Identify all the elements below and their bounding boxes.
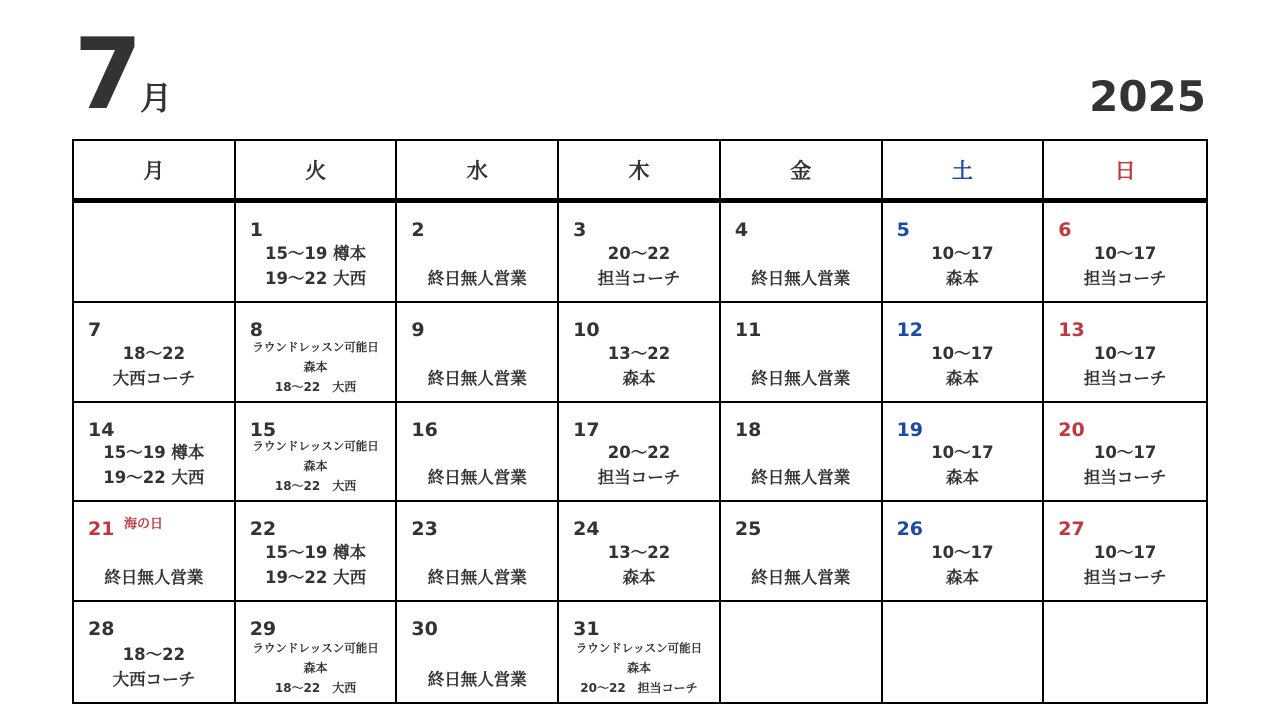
schedule-text (559, 341, 719, 391)
schedule-line: 10〜17 (931, 443, 994, 463)
day-number: 29 (249, 618, 277, 641)
day-cell (397, 203, 559, 303)
schedule-line: 終日無人営業 (751, 268, 851, 288)
schedule-text (559, 540, 719, 590)
schedule-line: 森本 (945, 468, 979, 488)
schedule-line: 終日無人営業 (751, 468, 851, 488)
day-number: 25 (734, 518, 762, 541)
schedule-line: 森本 (945, 568, 979, 588)
weekday-header: 土 (883, 141, 1045, 203)
schedule-line: 18〜22 (122, 645, 186, 664)
empty-day-cell (74, 203, 236, 303)
day-number: 26 (896, 518, 924, 541)
day-number: 21 (88, 518, 115, 541)
day-cell (236, 602, 398, 702)
schedule-line: 10〜17 (1093, 343, 1157, 363)
schedule-line: 担当コーチ (1083, 268, 1167, 288)
schedule-line: 10〜17 (931, 543, 994, 563)
schedule-line: 10〜17 (1093, 443, 1157, 463)
schedule-line: 20〜22 担当コーチ (580, 681, 698, 695)
schedule-text (74, 440, 234, 490)
day-number: 10 (573, 318, 600, 341)
schedule-text (721, 266, 881, 291)
schedule-text (74, 642, 234, 692)
day-cell (721, 303, 883, 403)
day-number: 22 (249, 518, 277, 541)
schedule-text (397, 266, 557, 291)
day-cell (74, 502, 236, 602)
schedule-line: 終日無人営業 (427, 568, 527, 588)
day-cell (74, 403, 236, 503)
day-cell (559, 403, 721, 503)
schedule-text (1044, 341, 1206, 391)
schedule-line: 大西コーチ (112, 368, 196, 388)
schedule-line: 19〜22 大西 (103, 468, 205, 488)
day-number: 2 (411, 219, 425, 241)
schedule-text (236, 436, 396, 496)
schedule-text (74, 341, 234, 391)
day-cell (236, 403, 398, 503)
schedule-text (1044, 540, 1206, 590)
schedule-line: 森本 (626, 661, 651, 675)
day-cell (721, 203, 883, 303)
schedule-line: 終日無人営業 (427, 670, 527, 689)
day-cell (236, 303, 398, 403)
schedule-text (721, 565, 881, 590)
schedule-line: 森本 (622, 568, 656, 588)
schedule-text (1044, 241, 1206, 291)
day-number: 27 (1058, 518, 1085, 541)
schedule-line: 19〜22 大西 (264, 268, 367, 288)
schedule-line: 担当コーチ (1083, 368, 1167, 388)
day-number: 17 (573, 418, 600, 441)
schedule-text (883, 440, 1043, 490)
day-number: 9 (411, 318, 425, 341)
day-cell (1044, 403, 1206, 503)
schedule-line: 13〜22 (607, 543, 671, 563)
schedule-line: 大西コーチ (112, 670, 196, 689)
schedule-line: 10〜17 (1093, 243, 1157, 263)
schedule-line: 森本 (303, 359, 328, 374)
day-cell (721, 502, 883, 602)
schedule-line: 20〜22 (607, 443, 671, 463)
day-cell (883, 203, 1045, 303)
schedule-line: 終日無人営業 (427, 268, 527, 288)
schedule-text (74, 565, 234, 590)
day-cell (236, 502, 398, 602)
schedule-line: 15〜19 樽本 (103, 443, 205, 463)
schedule-text (236, 337, 396, 397)
schedule-line: 森本 (945, 268, 979, 288)
schedule-text (1044, 440, 1206, 490)
schedule-text (397, 465, 557, 490)
day-cell (397, 403, 559, 503)
day-number: 12 (896, 318, 924, 341)
day-number: 15 (249, 418, 277, 441)
schedule-text (883, 540, 1043, 590)
schedule-line: 10〜17 (1093, 543, 1157, 563)
weekday-header: 月 (74, 141, 236, 203)
day-cell (721, 403, 883, 503)
day-cell (559, 203, 721, 303)
schedule-text (883, 341, 1043, 391)
weekday-header: 火 (236, 141, 398, 203)
schedule-line: 終日無人営業 (104, 568, 204, 588)
schedule-line: 10〜17 (931, 343, 994, 363)
day-cell (74, 303, 236, 403)
day-cell (74, 602, 236, 702)
day-cell (559, 502, 721, 602)
year-label: 2025 (1089, 72, 1206, 121)
weekday-header: 日 (1044, 141, 1206, 203)
empty-day-cell (1044, 602, 1206, 702)
empty-day-cell (883, 602, 1045, 702)
schedule-text (559, 241, 719, 291)
day-cell (397, 602, 559, 702)
weekday-header: 金 (721, 141, 883, 203)
schedule-line: ラウンドレッスン可能日 (575, 641, 703, 655)
schedule-line: 担当コーチ (1083, 468, 1167, 488)
day-cell (397, 303, 559, 403)
day-cell (1044, 203, 1206, 303)
schedule-text (559, 440, 719, 490)
weekday-header: 木 (559, 141, 721, 203)
schedule-line: 18〜22 大西 (274, 479, 357, 494)
schedule-line: ラウンドレッスン可能日 (252, 641, 379, 655)
day-number: 3 (573, 219, 587, 241)
schedule-text (721, 366, 881, 391)
schedule-line: 森本 (945, 368, 979, 388)
schedule-text (397, 366, 557, 391)
month-suffix: 月 (140, 79, 173, 117)
schedule-line: 18〜22 大西 (274, 379, 357, 394)
schedule-text (236, 540, 396, 590)
day-number: 24 (573, 518, 600, 541)
schedule-line: 担当コーチ (597, 268, 681, 288)
schedule-text (236, 638, 396, 698)
schedule-text (883, 241, 1043, 291)
schedule-line: 15〜19 樽本 (264, 543, 367, 563)
day-number: 1 (249, 219, 263, 241)
day-number: 31 (573, 618, 600, 641)
day-cell (883, 502, 1045, 602)
schedule-line: 10〜17 (931, 243, 994, 263)
day-cell (559, 602, 721, 702)
schedule-line: 15〜19 樽本 (264, 243, 367, 263)
day-cell (397, 502, 559, 602)
schedule-line: ラウンドレッスン可能日 (252, 439, 379, 454)
day-number: 20 (1058, 418, 1085, 441)
schedule-line: 担当コーチ (1083, 568, 1167, 588)
schedule-line: 終日無人営業 (751, 568, 851, 588)
schedule-line: 終日無人営業 (427, 468, 527, 488)
day-cell (1044, 303, 1206, 403)
schedule-line: 20〜22 (607, 243, 671, 263)
day-number: 8 (249, 318, 263, 341)
month-number: 7 (74, 18, 141, 132)
day-number: 18 (734, 418, 762, 441)
schedule-line: ラウンドレッスン可能日 (252, 339, 379, 354)
schedule-line: 担当コーチ (597, 468, 681, 488)
schedule-text (236, 241, 396, 291)
day-number: 7 (88, 318, 102, 341)
schedule-line: 18〜22 (122, 343, 186, 363)
day-number: 14 (88, 418, 115, 441)
day-number: 13 (1058, 318, 1085, 341)
day-number: 28 (88, 618, 115, 641)
schedule-text (397, 565, 557, 590)
weekday-header: 水 (397, 141, 559, 203)
day-number: 16 (411, 418, 438, 441)
day-number: 19 (896, 418, 924, 441)
empty-day-cell (721, 602, 883, 702)
day-number: 4 (734, 219, 749, 241)
schedule-line: 19〜22 大西 (264, 568, 367, 588)
day-cell (236, 203, 398, 303)
schedule-text (559, 638, 719, 698)
calendar-grid (72, 139, 1208, 704)
day-cell (883, 303, 1045, 403)
day-number: 23 (411, 518, 438, 541)
day-cell (1044, 502, 1206, 602)
day-cell (883, 403, 1045, 503)
schedule-line: 森本 (303, 459, 328, 474)
day-number: 30 (411, 618, 438, 641)
day-number: 11 (734, 318, 762, 341)
schedule-line: 終日無人営業 (427, 368, 527, 388)
day-number: 5 (896, 219, 910, 241)
schedule-line: 18〜22 大西 (274, 681, 357, 695)
schedule-line: 13〜22 (607, 343, 671, 363)
schedule-line: 終日無人営業 (751, 368, 851, 388)
holiday-label: 海の日 (124, 517, 164, 533)
day-cell (559, 303, 721, 403)
schedule-line: 森本 (303, 661, 328, 675)
schedule-line: 森本 (622, 368, 656, 388)
schedule-text (397, 667, 557, 692)
day-number: 6 (1058, 219, 1072, 241)
schedule-text (721, 465, 881, 490)
